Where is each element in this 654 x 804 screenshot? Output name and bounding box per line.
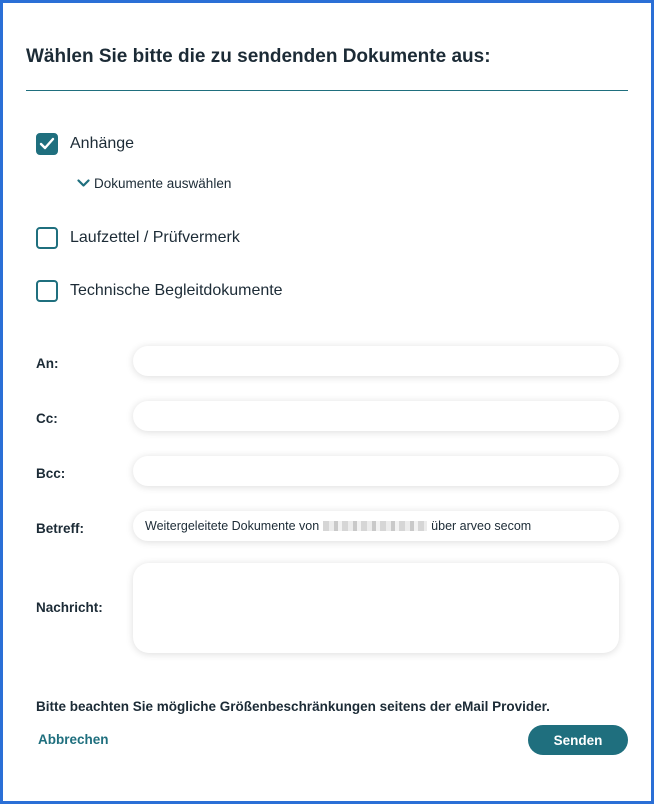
send-documents-dialog: [3, 3, 651, 801]
message-textarea[interactable]: [133, 563, 619, 653]
attachments-checkbox[interactable]: [36, 133, 58, 155]
subject-label: Betreff:: [36, 521, 85, 536]
cc-label: Cc:: [36, 411, 58, 426]
bcc-input[interactable]: [133, 456, 619, 486]
attachments-label: Anhänge: [70, 135, 135, 152]
cc-input[interactable]: [133, 401, 619, 431]
routing-slip-option[interactable]: [36, 227, 240, 249]
subject-suffix: über arveo secom: [431, 519, 532, 533]
cancel-button[interactable]: Abbrechen: [38, 732, 109, 747]
redacted-sender: [323, 521, 427, 531]
routing-slip-checkbox[interactable]: [36, 227, 58, 249]
checkmark-icon: [39, 137, 55, 151]
to-input[interactable]: [133, 346, 619, 376]
select-documents-label: Dokumente auswählen: [94, 176, 232, 191]
to-label: An:: [36, 356, 59, 371]
routing-slip-label: Laufzettel / Prüfvermerk: [70, 229, 240, 246]
technical-docs-checkbox[interactable]: [36, 280, 58, 302]
subject-input[interactable]: [133, 511, 619, 541]
bcc-label: Bcc:: [36, 466, 66, 481]
select-documents-toggle[interactable]: [77, 176, 231, 191]
size-limit-notice: Bitte beachten Sie mögliche Größenbeschränkungen seitens der eMail Provider.: [36, 699, 550, 714]
technical-docs-option[interactable]: [36, 280, 283, 302]
technical-docs-label: Technische Begleitdokumente: [70, 282, 283, 299]
message-label: Nachricht:: [36, 600, 103, 615]
subject-prefix: Weitergeleitete Dokumente von: [145, 519, 320, 533]
attachments-option[interactable]: [36, 133, 134, 155]
dialog-title: Wählen Sie bitte die zu sendenden Dokumente aus:: [26, 46, 491, 67]
send-button[interactable]: Senden: [528, 725, 628, 755]
chevron-down-icon: [77, 179, 90, 188]
title-divider: [26, 90, 628, 91]
